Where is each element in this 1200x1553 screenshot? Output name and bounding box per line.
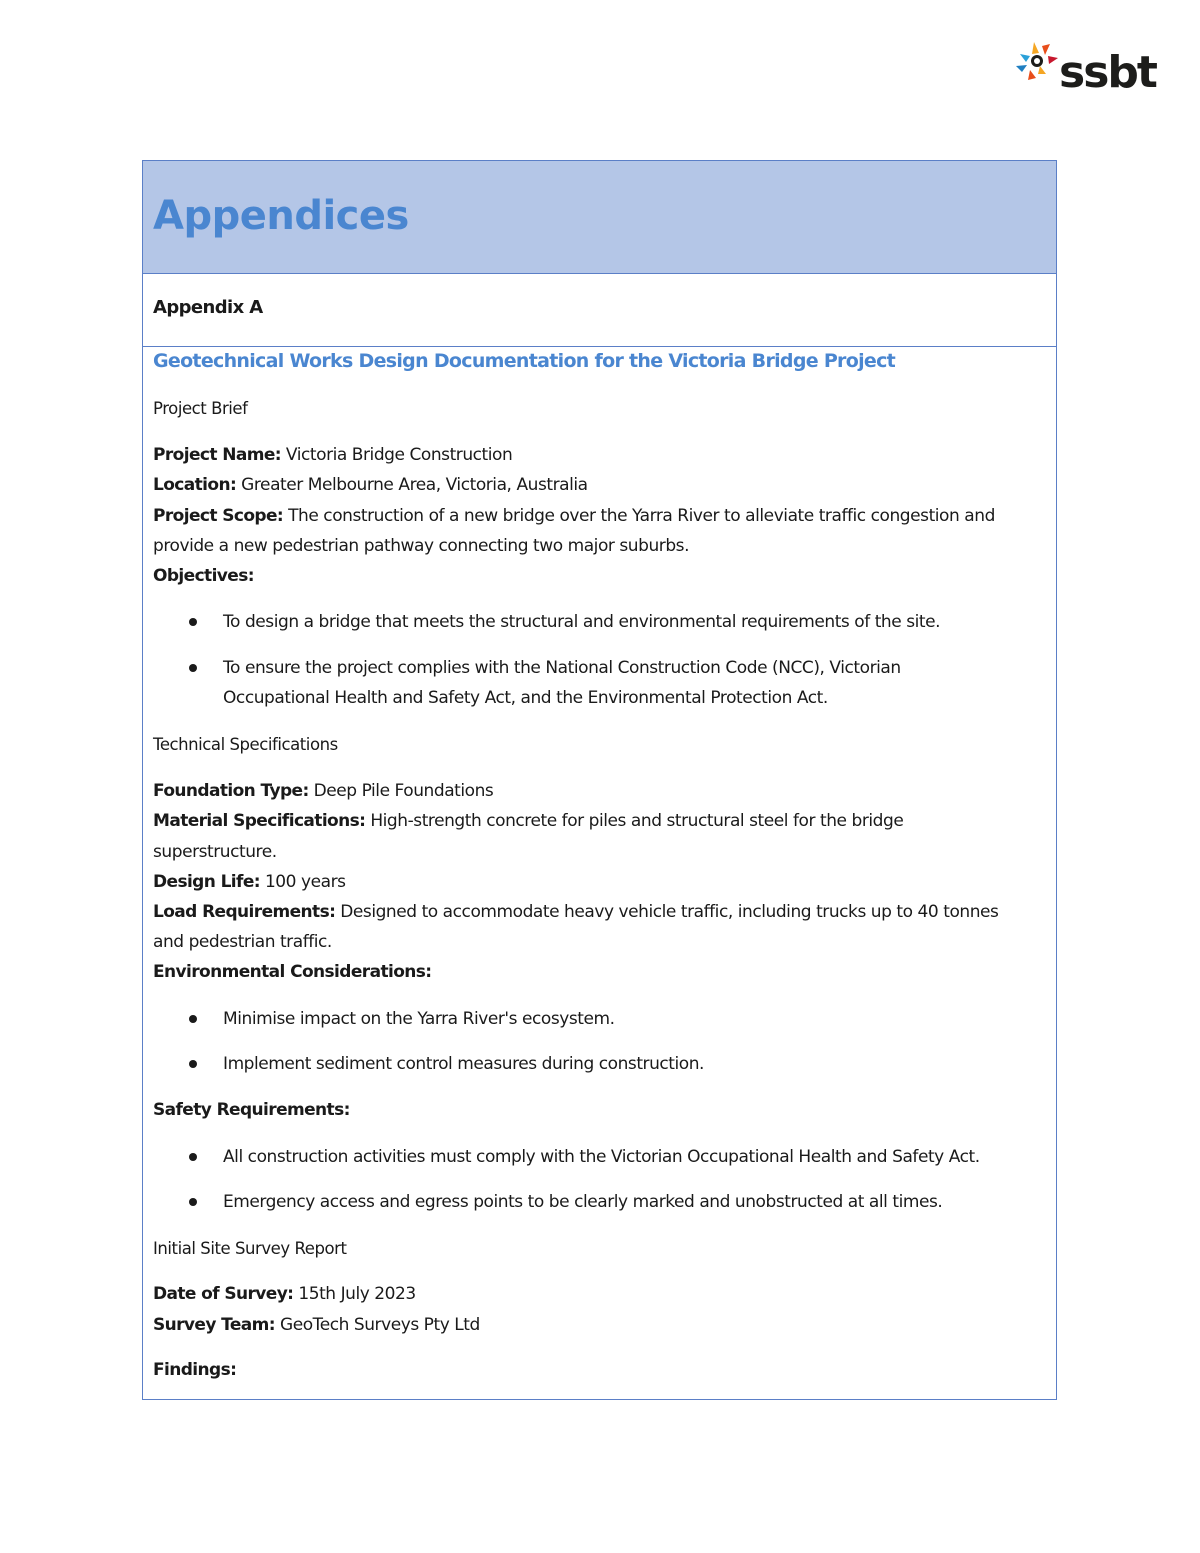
objectives-label: [153, 566, 254, 586]
objective-item-1: To design a bridge that meets the structural and environmental requirements of the site.: [223, 612, 941, 632]
location-line: [153, 475, 588, 495]
location-label: Location:: [153, 475, 237, 495]
bullet-icon: [189, 664, 197, 672]
foundation-line: [153, 781, 493, 801]
safety-item-1: All construction activities must comply with the Victorian Occupational Health and Safety Act.: [223, 1147, 980, 1167]
bullet-icon: [189, 1153, 197, 1161]
document-frame: [142, 160, 1057, 1400]
project-scope-label: Project Scope:: [153, 506, 284, 526]
findings-label-line: [153, 1360, 236, 1380]
project-scope-value: The construction of a new bridge over the Yarra River to alleviate traffic congestion and: [288, 506, 995, 526]
star-logo-icon: [1012, 40, 1062, 86]
survey-team-line: [153, 1315, 480, 1335]
env-item-1: Minimise impact on the Yarra River's ecosystem.: [223, 1009, 615, 1029]
technical-specs-heading: Technical Specifications: [153, 735, 338, 754]
project-name-value: Victoria Bridge Construction: [285, 445, 513, 465]
objective-item-2: To ensure the project complies with the National Construction Code (NCC), Victorian: [223, 658, 901, 678]
bullet-icon: [189, 1015, 197, 1023]
material-line: [153, 811, 903, 831]
survey-date-label: Date of Survey:: [153, 1284, 294, 1304]
project-scope-line: [153, 506, 995, 526]
safety-label: Safety Requirements:: [153, 1100, 350, 1120]
env-label: Environmental Considerations:: [153, 962, 432, 982]
objective-item-2-cont: Occupational Health and Safety Act, and the Environmental Protection Act.: [223, 688, 828, 708]
design-life-line: [153, 872, 346, 892]
survey-team-label: Survey Team:: [153, 1315, 275, 1335]
objectives-label-text: Objectives:: [153, 566, 254, 586]
findings-label: Findings:: [153, 1360, 237, 1380]
document-heading: Geotechnical Works Design Documentation for the Victoria Bridge Project: [153, 350, 896, 372]
design-life-label: Design Life:: [153, 872, 260, 892]
load-label: Load Requirements:: [153, 902, 336, 922]
bullet-icon: [189, 1060, 197, 1068]
appendix-row: [143, 273, 1056, 347]
project-name-label: Project Name:: [153, 445, 281, 465]
bullet-icon: [189, 1198, 197, 1206]
project-brief-heading: Project Brief: [153, 399, 248, 418]
load-line-2: and pedestrian traffic.: [153, 932, 332, 952]
material-label: Material Specifications:: [153, 811, 366, 831]
company-logo: [1012, 40, 1162, 106]
project-name-line: [153, 445, 512, 465]
project-scope-line-2: provide a new pedestrian pathway connecting two major suburbs.: [153, 536, 690, 556]
bullet-icon: [189, 618, 197, 626]
location-value: Greater Melbourne Area, Victoria, Australia: [241, 475, 588, 495]
foundation-label: Foundation Type:: [153, 781, 309, 801]
material-line-2: superstructure.: [153, 842, 277, 862]
env-label-line: [153, 962, 432, 982]
title-band: [143, 161, 1056, 274]
logo-wordmark: ssbt: [1059, 47, 1156, 98]
material-value: High-strength concrete for piles and structural steel for the bridge: [370, 811, 904, 831]
safety-label-line: [153, 1100, 350, 1120]
page-title: Appendices: [153, 193, 409, 239]
load-value: Designed to accommodate heavy vehicle traffic, including trucks up to 40 tonnes: [340, 902, 999, 922]
survey-team-value: GeoTech Surveys Pty Ltd: [279, 1315, 480, 1335]
env-item-2: Implement sediment control measures during construction.: [223, 1054, 705, 1074]
site-survey-heading: Initial Site Survey Report: [153, 1239, 347, 1258]
survey-date-line: [153, 1284, 416, 1304]
design-life-value: 100 years: [264, 872, 346, 892]
load-line: [153, 902, 998, 922]
appendix-label: Appendix A: [153, 297, 263, 318]
foundation-value: Deep Pile Foundations: [313, 781, 494, 801]
survey-date-value: 15th July 2023: [298, 1284, 416, 1304]
safety-item-2: Emergency access and egress points to be clearly marked and unobstructed at all times.: [223, 1192, 943, 1212]
